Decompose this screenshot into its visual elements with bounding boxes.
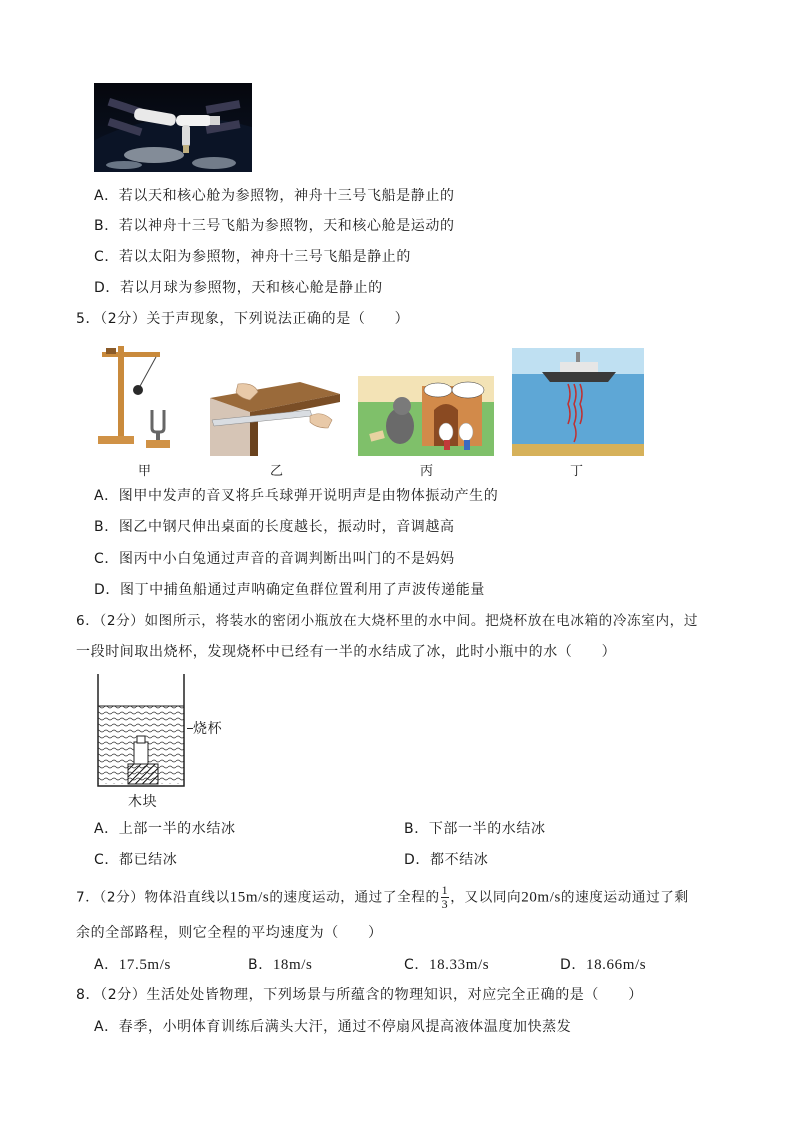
q5-option-a (94, 486, 498, 506)
option-text: 上部一半的水结冰 (118, 821, 236, 837)
q4-option-a (94, 186, 455, 206)
q7-option-d (560, 955, 646, 975)
option-letter: A． (94, 188, 119, 204)
q6-option-a (94, 819, 236, 839)
option-text: 图丁中捕鱼船通过声呐确定鱼群位置利用了声波传递能量 (119, 582, 485, 598)
option-letter: C． (404, 957, 429, 973)
q7-option-a (94, 955, 171, 975)
q6-option-b (404, 819, 546, 839)
beaker-label: 烧杯 (193, 721, 223, 737)
caption-ding: 丁 (570, 464, 584, 479)
q7-stem-line-2: 余的全部路程，则它全程的平均速度为（ ） (76, 925, 383, 941)
option-text: 若以神舟十三号飞船为参照物，天和核心舱是运动的 (118, 218, 455, 234)
figure-bing-cartoon (358, 376, 494, 456)
option-text: 都不结冰 (429, 852, 489, 868)
q7-text-1: 7．（2分）物体沿直线以 (76, 889, 230, 906)
caption-yi: 乙 (270, 464, 284, 479)
option-letter: B． (94, 519, 119, 535)
q5-option-c (94, 549, 455, 569)
option-letter: A． (94, 1019, 119, 1035)
option-letter: A． (94, 957, 119, 973)
q7-text-4: 的速度运动通过了剩 (560, 889, 689, 906)
figure-jia-tuning-fork (94, 340, 189, 452)
q6-option-c (94, 850, 177, 870)
option-text: 图甲中发声的音叉将乒乓球弹开说明声是由物体振动产生的 (118, 488, 499, 504)
q4-option-b (94, 216, 455, 236)
option-letter: C． (94, 551, 119, 567)
option-text: 若以天和核心舱为参照物，神舟十三号飞船是静止的 (118, 188, 455, 204)
q7-text-2: 的速度运动，通过了全程的 (269, 889, 440, 906)
fraction-numerator: 1 (441, 883, 449, 897)
option-text: 18.66m/s (585, 957, 647, 973)
option-text: 若以月球为参照物，天和核心舱是静止的 (119, 280, 383, 296)
q8-option-a (94, 1017, 571, 1037)
option-letter: C． (94, 249, 119, 265)
option-letter: D． (404, 852, 430, 868)
q5-option-b (94, 517, 455, 537)
option-letter: B． (248, 957, 273, 973)
q5-option-d (94, 580, 485, 600)
q7-stem-line-1 (76, 884, 689, 911)
fraction-one-third (441, 884, 450, 911)
q6-option-d (404, 850, 488, 870)
option-text: 18m/s (272, 957, 313, 973)
figure-ding-sonar (512, 348, 644, 456)
option-text: 18.33m/s (428, 957, 490, 973)
option-letter: D． (94, 582, 120, 598)
q7-option-b (248, 955, 313, 975)
q5-stem: 5．（2分）关于声现象，下列说法正确的是（ ） (76, 311, 410, 327)
q4-option-d (94, 278, 383, 298)
option-letter: C． (94, 852, 119, 868)
caption-bing: 丙 (420, 464, 434, 479)
q8-stem: 8．（2分）生活处处皆物理，下列场景与所蕴含的物理知识，对应完全正确的是（ ） (76, 987, 643, 1003)
option-text: 都已结冰 (118, 852, 178, 868)
q7-option-c (404, 955, 489, 975)
q7-text-3: ，又以同向 (450, 889, 522, 906)
option-letter: B． (94, 218, 119, 234)
option-letter: A． (94, 488, 119, 504)
option-letter: A． (94, 821, 119, 837)
option-letter: B． (404, 821, 429, 837)
space-station-photo (94, 83, 252, 172)
q6-stem-line-2: 一段时间取出烧杯，发现烧杯中已经有一半的水结成了冰，此时小瓶中的水（ ） (76, 644, 617, 660)
q7-speed-1: 15m/s (229, 889, 270, 906)
option-text: 图乙中钢尺伸出桌面的长度越长，振动时，音调越高 (118, 519, 455, 535)
caption-jia: 甲 (138, 464, 152, 479)
option-text: 17.5m/s (118, 957, 171, 973)
option-text: 若以太阳为参照物，神舟十三号飞船是静止的 (118, 249, 411, 265)
option-letter: D． (94, 280, 120, 296)
q6-stem-line-1: 6．（2分）如图所示，将装水的密闭小瓶放在大烧杯里的水中间。把烧杯放在电冰箱的冷冻室内，过 (76, 613, 699, 629)
option-text: 图丙中小白兔通过声音的音调判断出叫门的不是妈妈 (118, 551, 455, 567)
option-letter: D． (560, 957, 586, 973)
option-text: 下部一半的水结冰 (428, 821, 546, 837)
option-text: 春季，小明体育训练后满头大汗，通过不停扇风提高液体温度加快蒸发 (118, 1019, 572, 1035)
q7-speed-2: 20m/s (521, 889, 561, 906)
q4-option-c (94, 247, 411, 267)
wood-block-label: 木块 (128, 794, 158, 810)
beaker-figure (96, 674, 188, 788)
figure-yi-ruler (210, 380, 340, 456)
fraction-denominator: 3 (441, 897, 449, 911)
